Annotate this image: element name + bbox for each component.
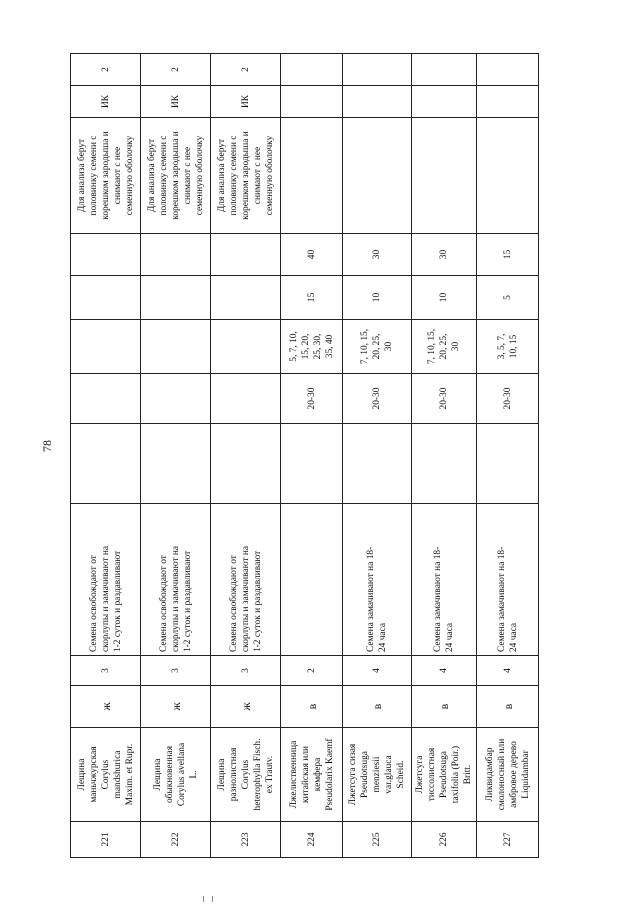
table-row (211, 54, 281, 858)
germination-days (71, 234, 141, 276)
energy-days (141, 276, 211, 320)
count-days: 7, 10, 15, 20, 25, 30 (343, 320, 412, 374)
value: 2 (141, 54, 211, 86)
table-row (343, 54, 412, 858)
method-abbr (477, 86, 539, 118)
value (477, 54, 539, 86)
method-code: 4 (477, 656, 539, 686)
species-name: Лещина обыкновенная Corylus avellana L. (141, 728, 211, 822)
germination-days: 30 (343, 234, 412, 276)
count-days: 7, 10, 15, 20, 25, 30 (412, 320, 477, 374)
energy-days: 10 (343, 276, 412, 320)
count-days (141, 320, 211, 374)
energy-days: 15 (281, 276, 343, 320)
temperature (141, 374, 211, 424)
analysis-note: Для анализа берут половинку семени с корешком зародыша и снимают с нее семенную оболочку (141, 118, 211, 234)
germination-days: 15 (477, 234, 539, 276)
method-abbr: ИК (211, 86, 281, 118)
temperature: 20-30 (477, 374, 539, 424)
analysis-note (412, 118, 477, 234)
row-number: 227 (477, 822, 539, 858)
seed-type-mark: в (412, 686, 477, 728)
germination-days (211, 234, 281, 276)
value (343, 54, 412, 86)
method-code: 3 (71, 656, 141, 686)
row-number: 222 (141, 822, 211, 858)
seed-type-mark: в (343, 686, 412, 728)
seed-table-rotated (70, 53, 539, 858)
energy-days (211, 276, 281, 320)
preparation-method: Семена освобождают от скорлупы и замачивают на 1-2 суток и раздавливают (71, 504, 141, 656)
count-days (211, 320, 281, 374)
page-number: 78 (40, 440, 54, 452)
table-row (141, 54, 211, 858)
count-days: 3, 5, 7, 10, 15 (477, 320, 539, 374)
method-abbr (412, 86, 477, 118)
preparation-method: Семена замачивают на 18- 24 часа (477, 504, 539, 656)
species-name: Лещина маньчжурская Corylus mandshurica Maxim. et Rupr. (71, 728, 141, 822)
seed-type-mark: ж (211, 686, 281, 728)
value: 2 (211, 54, 281, 86)
preparation-method: Семена замачивают на 18- 24 часа (412, 504, 477, 656)
temperature: 20-30 (412, 374, 477, 424)
table-row (477, 54, 539, 858)
energy-days: 10 (412, 276, 477, 320)
method-code: 2 (281, 656, 343, 686)
germination-days: 40 (281, 234, 343, 276)
analysis-note (343, 118, 412, 234)
species-name: Лжетсуга тиссолистная Pseudotsuga taxifolia (Poir.) Britt. (412, 728, 477, 822)
analysis-note: Для анализа берут половинку семени с корешком зародыша и снимают с нее семенную оболочку (71, 118, 141, 234)
method-abbr (343, 86, 412, 118)
scan-mark (203, 896, 213, 902)
method-abbr (281, 86, 343, 118)
count-days: 5, 7, 10, 15, 20, 25, 30, 35, 40 (281, 320, 343, 374)
seed-type-mark: ж (141, 686, 211, 728)
species-name: Ликвидамбар смолоносный или амбровое дерево Liquidambar (477, 728, 539, 822)
row-number: 223 (211, 822, 281, 858)
blank-cell (477, 424, 539, 504)
temperature (71, 374, 141, 424)
temperature: 20-30 (281, 374, 343, 424)
analysis-note (477, 118, 539, 234)
value (281, 54, 343, 86)
preparation-method (281, 504, 343, 656)
table-row (412, 54, 477, 858)
germination-days (141, 234, 211, 276)
row-number: 221 (71, 822, 141, 858)
blank-cell (211, 424, 281, 504)
seed-type-mark: в (281, 686, 343, 728)
seed-type-mark: в (477, 686, 539, 728)
method-abbr: ИК (71, 86, 141, 118)
count-days (71, 320, 141, 374)
row-number: 224 (281, 822, 343, 858)
blank-cell (141, 424, 211, 504)
method-code: 3 (141, 656, 211, 686)
method-code: 3 (211, 656, 281, 686)
table-row (281, 54, 343, 858)
species-name: Лжетсуга сизая Pseudotsuga menziesii var.glauca Scheid. (343, 728, 412, 822)
blank-cell (71, 424, 141, 504)
preparation-method: Семена замачивают на 18- 24 часа (343, 504, 412, 656)
analysis-note: Для анализа берут половинку семени с корешком зародыша и снимают с нее семенную оболочку (211, 118, 281, 234)
value: 2 (71, 54, 141, 86)
energy-days (71, 276, 141, 320)
seed-germination-table (70, 53, 539, 858)
blank-cell (343, 424, 412, 504)
blank-cell (281, 424, 343, 504)
value (412, 54, 477, 86)
seed-type-mark: ж (71, 686, 141, 728)
species-name: Лжелиственница китайская или кемфера Pseudolarix Kaemf (281, 728, 343, 822)
method-abbr: ИК (141, 86, 211, 118)
method-code: 4 (412, 656, 477, 686)
row-number: 226 (412, 822, 477, 858)
row-number: 225 (343, 822, 412, 858)
energy-days: 5 (477, 276, 539, 320)
analysis-note (281, 118, 343, 234)
method-code: 4 (343, 656, 412, 686)
preparation-method: Семена освобождают от скорлупы и замачивают на 1-2 суток и раздавливают (141, 504, 211, 656)
temperature (211, 374, 281, 424)
table-row (71, 54, 141, 858)
species-name: Лещина разнолистная Corylus heterophylla Fisch. ex Trautv. (211, 728, 281, 822)
temperature: 20-30 (343, 374, 412, 424)
germination-days: 30 (412, 234, 477, 276)
preparation-method: Семена освобождают от скорлупы и замачивают на 1-2 суток и раздавливают (211, 504, 281, 656)
blank-cell (412, 424, 477, 504)
